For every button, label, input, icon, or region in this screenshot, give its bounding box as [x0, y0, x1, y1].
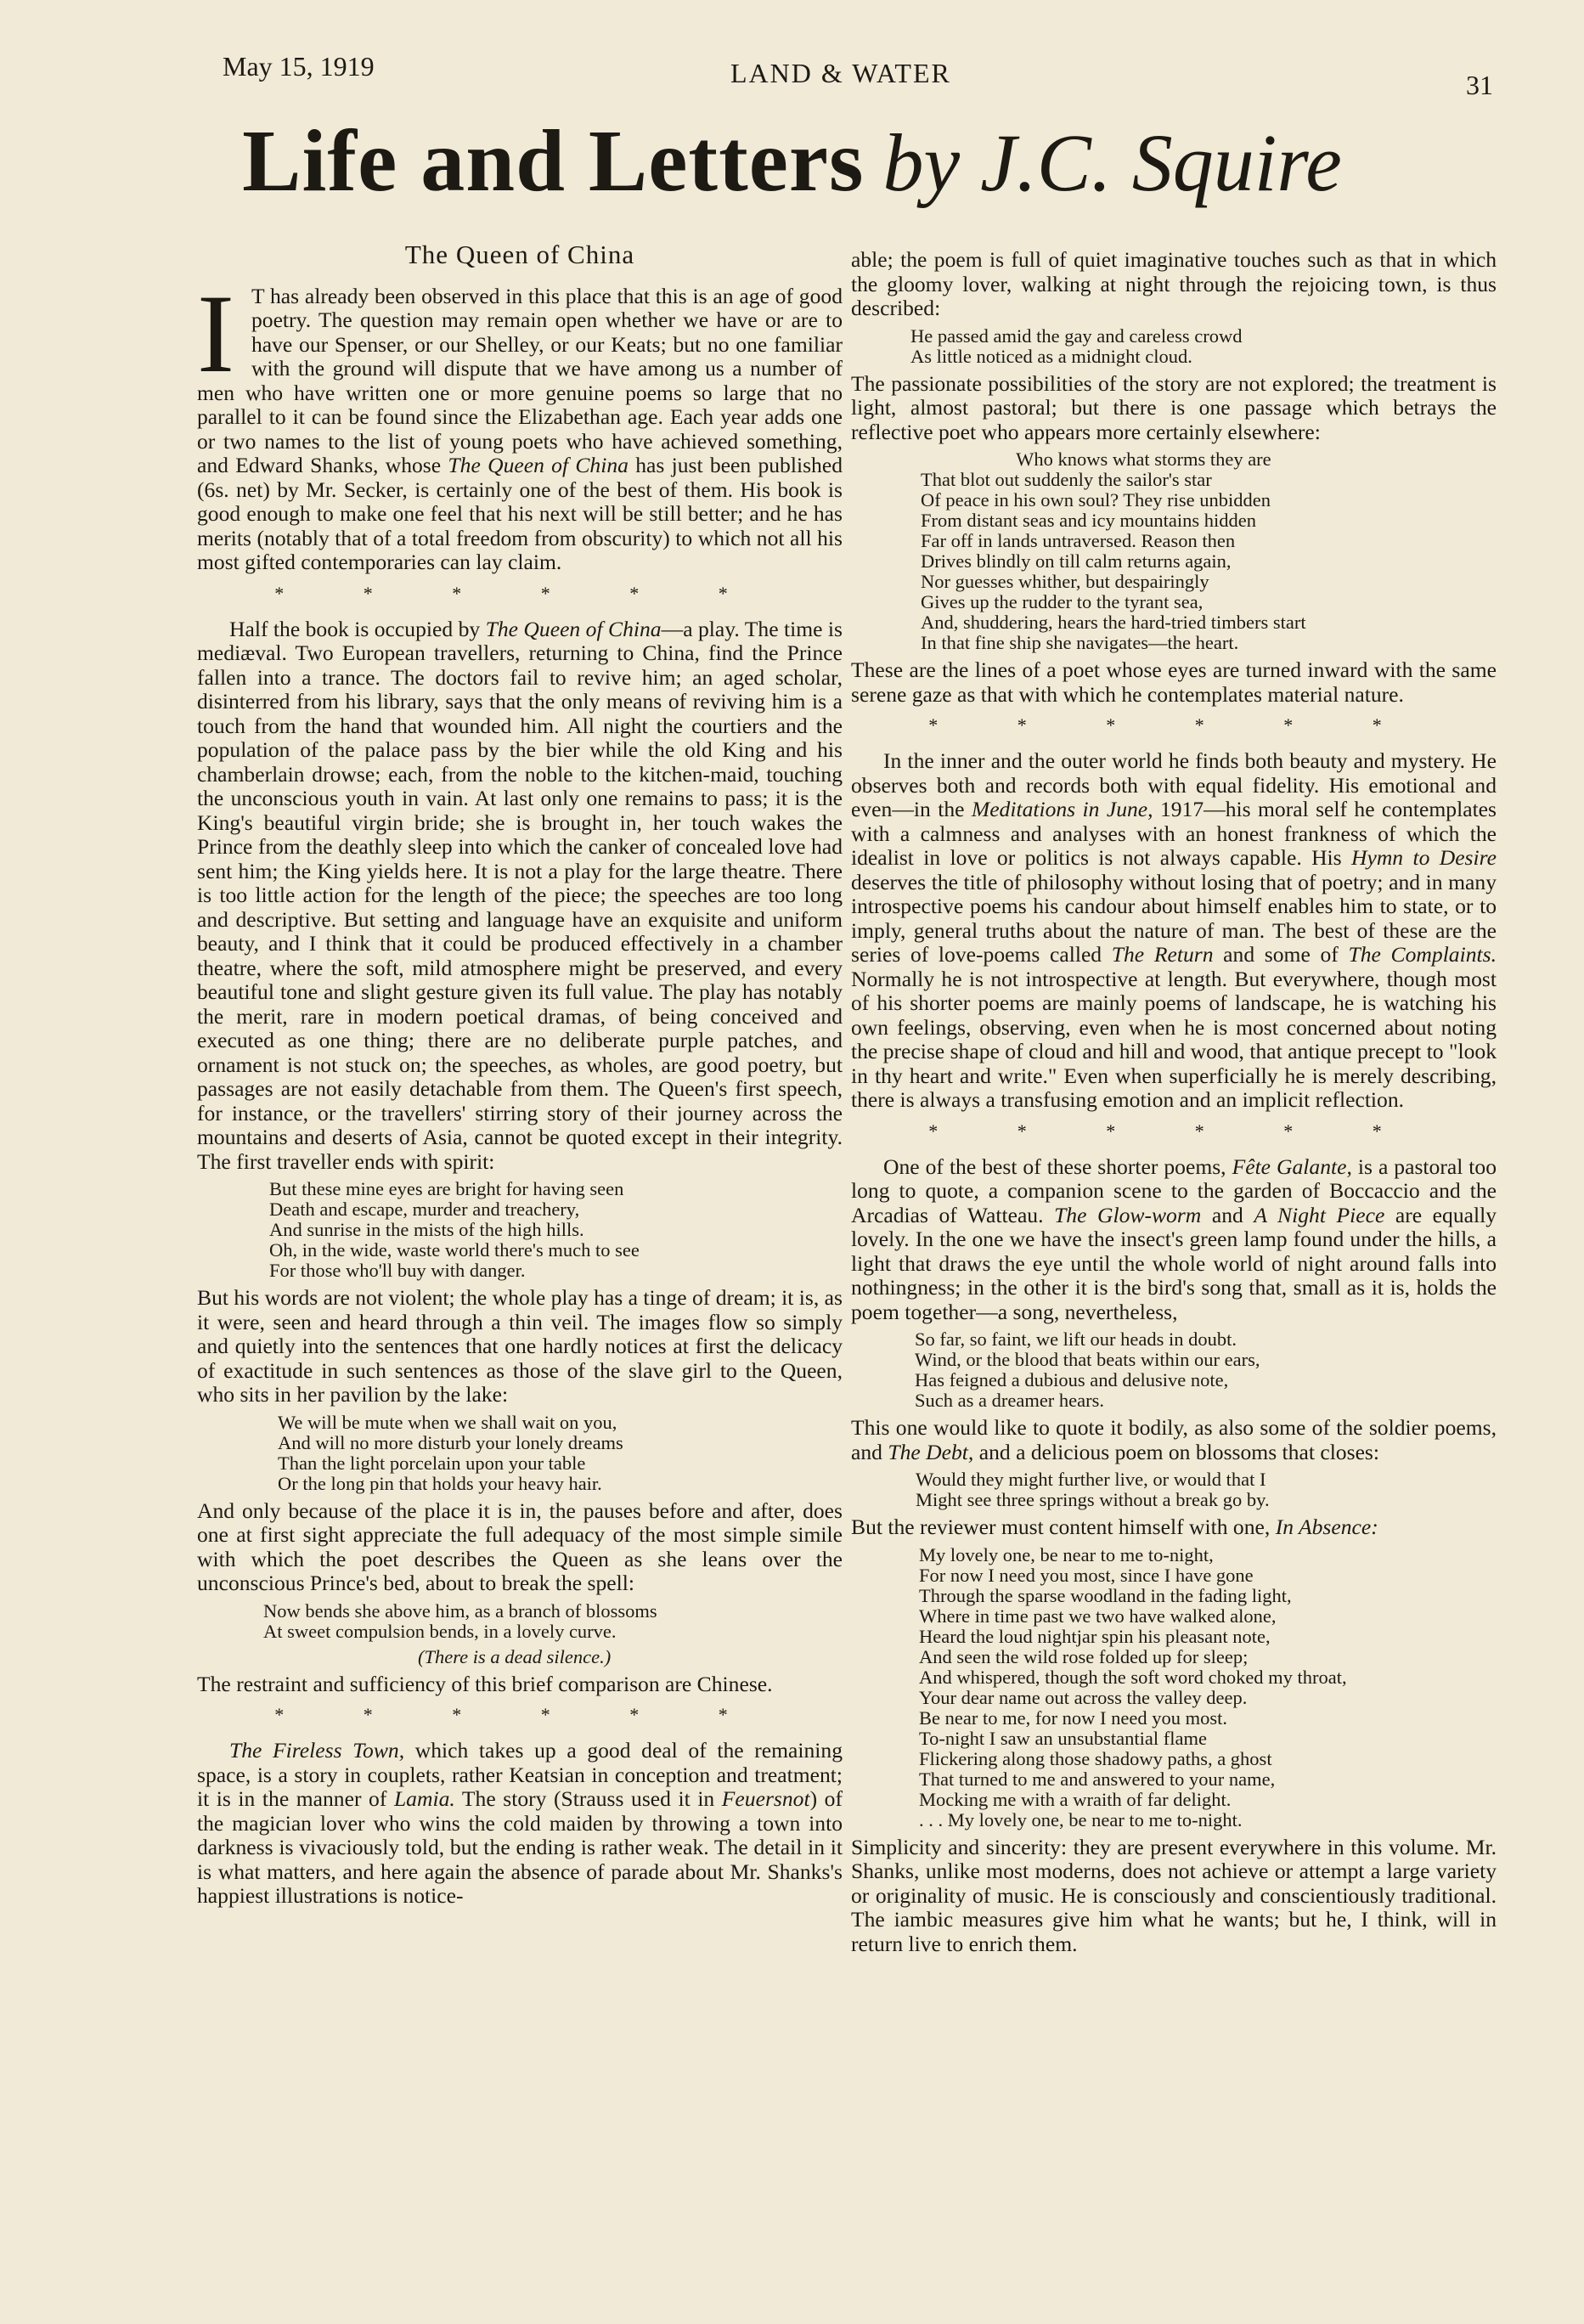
verse-line: Or the long pin that holds your heavy hair. [278, 1472, 602, 1494]
verse-quote [851, 449, 1497, 653]
verse-line: That turned to me and answered to your name, [919, 1768, 1276, 1790]
article-title [0, 110, 1584, 212]
paragraph [197, 1286, 843, 1407]
text-run: deserves the title of philosophy without losing that of poetry; and in many introspective poems his candour about himself enables him to state, or to imply, general truths about the nature of man. The best of these are the series of love-poems called [851, 869, 1497, 967]
italic-title: The Fireless Town, [229, 1738, 405, 1763]
text-run: These are the lines of a poet whose eyes are turned inward with the same serene gaze as that with which he contemplates material nature. [851, 657, 1497, 707]
verse-line: Flickering along those shadowy paths, a ghost [919, 1747, 1272, 1769]
italic-title: The Return [1111, 942, 1214, 967]
verse-line: Than the light porcelain upon your table [278, 1452, 586, 1474]
paragraph [197, 1672, 843, 1697]
verse-line: Through the sparse woodland in the fading light, [919, 1584, 1292, 1606]
verse-line: Mocking me with a wraith of far delight. [919, 1788, 1232, 1810]
verse-line: My lovely one, be near to me to-night, [919, 1543, 1214, 1565]
italic-title: Hymn to Desire [1350, 845, 1497, 870]
verse-line: At sweet compulsion bends, in a lovely curve. [263, 1620, 617, 1642]
verse-line: Far off in lands untraversed. Reason then [921, 530, 1236, 551]
section-divider: * * * * * * [274, 582, 765, 604]
verse-line: From distant seas and icy mountains hidden [921, 510, 1256, 531]
text-run: and [1201, 1202, 1254, 1227]
title-byline: by J.C. Squire [882, 117, 1342, 208]
text-run: —a play. The time is mediæval. Two European travellers, returning to China, find the Prince fallen into a trance. The doctors fail to revive him; an aged scholar, disinterred from his library, says that the only means of reviving him is a touch from the hand that wounded him. All night the courtiers and the population of the palace pass by the bier while the old King and his chamberlain drowse; each, from the noble to the kitchen-maid, touching the unconscious youth in vain. At last only one remains to pass; it is the King's beautiful virgin bride; she is brought in, her touch wakes the Prince from the deathly sleep into which the canker of concealed love had sent him; the King yields here. It is not a play for the large theatre. There is too little action for the length of the piece; the speeches are too long and descriptive. But setting and language have an exquisite and uniform beauty, and I think that it could be produced effectively in a chamber theatre, where the soft, mild atmosphere might be preserved, and every beautiful tone and slight gesture given its full value. The play has notably the merit, rare in modern poetical dramas, of being conceived and executed as one thing; there are no deliberate purple patches, and ornament is not stuck on; the speeches, as wholes, are good poetry, but passages are not easily detachable from them. The Queen's first speech, for instance, or the travellers' stirring story of their journey across the mountains and deserts of Asia, cannot be quoted except in their integrity. The first traveller ends with spirit: [197, 616, 843, 1174]
paragraph-text [197, 285, 843, 575]
italic-title: Fête Galante, [1232, 1154, 1352, 1179]
publication-name: LAND & WATER [730, 58, 951, 88]
italic-title: The Queen of China [485, 616, 662, 641]
text-run: Half the book is occupied by [229, 616, 486, 641]
verse-line: And sunrise in the mists of the high hills. [269, 1219, 584, 1240]
verse-quote [197, 1413, 843, 1494]
section-divider: * * * * * * [274, 1704, 765, 1725]
right-column [851, 248, 1497, 1956]
stage-direction: (There is a dead silence.) [418, 1645, 612, 1667]
italic-title: Feuersnot [721, 1786, 810, 1811]
verse-line: And whispered, though the soft word choked my throat, [919, 1666, 1347, 1688]
verse-line: Your dear name out across the valley deep. [919, 1686, 1248, 1708]
paragraph [851, 749, 1497, 1113]
text-run: able; the poem is full of quiet imaginative touches such as that in which the gloomy lover, walking at night through the rejoicing town, is thus described: [851, 247, 1497, 320]
section-title: The Queen of China [404, 240, 635, 269]
issue-date: May 15, 1919 [223, 51, 375, 82]
verse-line: For those who'll buy with danger. [269, 1260, 526, 1281]
paragraph [197, 618, 843, 1175]
italic-title: In Absence: [1275, 1515, 1378, 1539]
verse-line: Nor guesses whither, but despairingly [921, 571, 1209, 592]
verse-line: Wind, or the blood that beats within our ears, [915, 1349, 1260, 1370]
verse-line: And, shuddering, hears the hard-tried timbers start [921, 612, 1306, 633]
text-run: Simplicity and sincerity: they are present everywhere in this volume. Mr. Shanks, unlike most moderns, does not achieve or attempt a large variety or originality of music. He is consciously and conscientiously traditional. The iambic measures give him what he wants; but he, I think, will in return live to enrich them. [851, 1834, 1497, 1956]
left-column [197, 229, 843, 1909]
verse-line: He passed amid the gay and careless crowd [910, 324, 1243, 347]
verse-line: That blot out suddenly the sailor's star [921, 469, 1212, 490]
text-run: 1917—his moral self he contemplates with a calmness and analyses with an honest frankness of which the idealist in love or politics is not always capable. His [851, 797, 1497, 870]
text-run: which takes up a good deal of the remaining space, is a story in couplets, rather Keatsian in conception and treatment; it is in the manner of [197, 1738, 843, 1811]
paragraph [197, 1739, 843, 1909]
verse-line: Be near to me, for now I need you most. [919, 1706, 1228, 1729]
verse-line: Such as a dreamer hears. [915, 1390, 1105, 1411]
verse-line: And will no more disturb your lonely dreams [278, 1431, 623, 1453]
text-run: ) of the magician lover who wins the cold maiden by throwing a town into darkness is vivaciously told, but the ending is rather weak. The detail in it is what matters, and here again the absence of parade about Mr. Shanks's happiest illustrations is notice- [197, 1786, 843, 1908]
text-run: But the reviewer must content himself with one, [851, 1515, 1276, 1539]
text-run: One of the best of these shorter poems, [883, 1154, 1232, 1179]
verse-line: Now bends she above him, as a branch of blossoms [263, 1599, 657, 1622]
verse-line: And seen the wild rose folded up for sleep; [919, 1645, 1249, 1667]
verse-quote [197, 1601, 843, 1642]
verse-line: Would they might further live, or would that I [916, 1469, 1266, 1490]
verse-line: Heard the loud nightjar spin his pleasant note, [919, 1625, 1271, 1647]
verse-line: Has feigned a dubious and delusive note, [915, 1369, 1229, 1390]
text-run: has just been published (6s. net) by Mr. Secker, is certainly one of the best of them. His book is good enough to make one feel that his next will be still better; and he has merits (notably that of a total freedom from obscurity) to which not all his most gifted contemporaries can lay claim. [197, 453, 843, 574]
drop-cap: I [197, 284, 234, 396]
verse-line: Who knows what storms they are [921, 448, 1271, 470]
verse-line: But these mine eyes are bright for having seen [269, 1178, 624, 1199]
text-run: And only because of the place it is in, the pauses before and after, does one at first sight appreciate the full adequacy of the most simple simile with which the poet describes the Queen as she leans over the unconscious Prince's bed, about to break the spell: [197, 1498, 843, 1595]
verse-line: So far, so faint, we lift our heads in doubt. [915, 1328, 1237, 1350]
text-run: The story (Strauss used it in [454, 1786, 722, 1811]
italic-title: The Glow-worm [1054, 1202, 1202, 1227]
text-run: The passionate possibilities of the story are not explored; the treatment is light, almost pastoral; but there is one passage which betrays the reflective poet who appears more certainly elsewhere: [851, 370, 1497, 444]
verse-line: To-night I saw an unsubstantial flame [919, 1727, 1207, 1749]
verse-quote [851, 1545, 1497, 1830]
text-run: are equally lovely. In the one we have the insect's green lamp found under the hills, a light that draws the eye until the whole world of night around falls into nothingness; in the other it is the bird's song that, small as it is, holds the poem together—a song, nevertheless, [851, 1202, 1497, 1324]
text-run: T has already been observed in this place that this is an age of good poetry. The question may remain open whether we have or are to have our Spenser, or our Shelley, or our Keats; but no one familiar with the ground will dispute that we have among us a number of men who have written one or more genuine poems so large that no parallel to it can be found since the Elizabethan age. Each year adds one or two names to the list of young poets who have achieved something, and Edward Shanks, whose [197, 284, 843, 477]
italic-title: A Night Piece [1254, 1202, 1385, 1227]
paragraph [851, 248, 1497, 321]
verse-line: . . . My lovely one, be near to me to-night. [919, 1808, 1243, 1830]
verse-line: Oh, in the wide, waste world there's much to see [269, 1239, 640, 1261]
verse-line: Death and escape, murder and treachery, [269, 1199, 580, 1220]
text-run: In the inner and the outer world he finds both beauty and mystery. He observes both and records both with equal fidelity. His emotional and even—in the [851, 748, 1497, 821]
running-head [0, 51, 1584, 102]
section-divider: * * * * * * [928, 1120, 1419, 1142]
verse-quote [851, 326, 1497, 367]
paragraph [197, 285, 843, 575]
verse-line: As little noticed as a midnight cloud. [910, 345, 1192, 367]
page-number: 31 [1466, 70, 1493, 100]
italic-title: The Debt, [888, 1439, 974, 1464]
verse-line: For now I need you most, since I have gone [919, 1564, 1254, 1586]
verse-line: Might see three springs without a break go by. [916, 1489, 1270, 1510]
italic-title: The Queen of China [448, 453, 629, 477]
verse-quote [851, 1469, 1497, 1510]
text-run: is a pastoral too long to quote, a companion scene to the garden of Boccaccio and the Arcadias of Watteau. [851, 1154, 1497, 1227]
italic-title: Lamia. [393, 1786, 455, 1811]
paragraph [851, 1515, 1497, 1540]
paragraph [851, 1155, 1497, 1325]
italic-title: Meditations in June, [971, 797, 1153, 821]
verse-line: In that fine ship she navigates—the heart. [921, 632, 1239, 653]
text-run: and a delicious poem on blossoms that closes: [973, 1439, 1379, 1464]
text-run: Normally he is not introspective at length. But everywhere, though most of his shorter poems are mainly poems of landscape, he is watching his own feelings, observing, even when he is most concerned about noting the precise shape of cloud and hill and wood, that antique precept to "look in thy heart and write." Even when superficially he is merely describing, there is always a transfusing emotion and an implicit reflection. [851, 966, 1497, 1112]
text-run: and some of [1213, 942, 1349, 967]
paragraph [851, 1836, 1497, 1957]
text-run: This one would like to quote it bodily, as also some of the soldier poems, and [851, 1415, 1497, 1464]
verse-quote [197, 1179, 843, 1281]
italic-title: The Complaints. [1348, 942, 1497, 967]
text-run: The restraint and sufficiency of this brief comparison are Chinese. [197, 1671, 773, 1696]
paragraph [851, 658, 1497, 707]
title-main: Life and Letters [242, 112, 865, 210]
verse-line: Where in time past we two have walked alone, [919, 1605, 1277, 1627]
verse-quote [851, 1329, 1497, 1411]
text-run: But his words are not violent; the whole play has a tinge of dream; it is, as it were, seen and heard through a thin veil. The images flow so simply and quietly into the sentences that one hardly notices at first the delicacy of exactitude in such sentences as those of the slave girl to the Queen, who sits in her pavilion by the lake: [197, 1285, 843, 1407]
verse-line: Of peace in his own soul? They rise unbidden [921, 489, 1271, 510]
verse-line: Drives blindly on till calm returns again, [921, 550, 1232, 572]
paragraph [851, 372, 1497, 445]
paragraph [851, 1416, 1497, 1464]
section-divider: * * * * * * [928, 714, 1419, 736]
verse-line: We will be mute when we shall wait on you, [278, 1411, 617, 1433]
paragraph [197, 1499, 843, 1596]
verse-line: Gives up the rudder to the tyrant sea, [921, 591, 1204, 612]
